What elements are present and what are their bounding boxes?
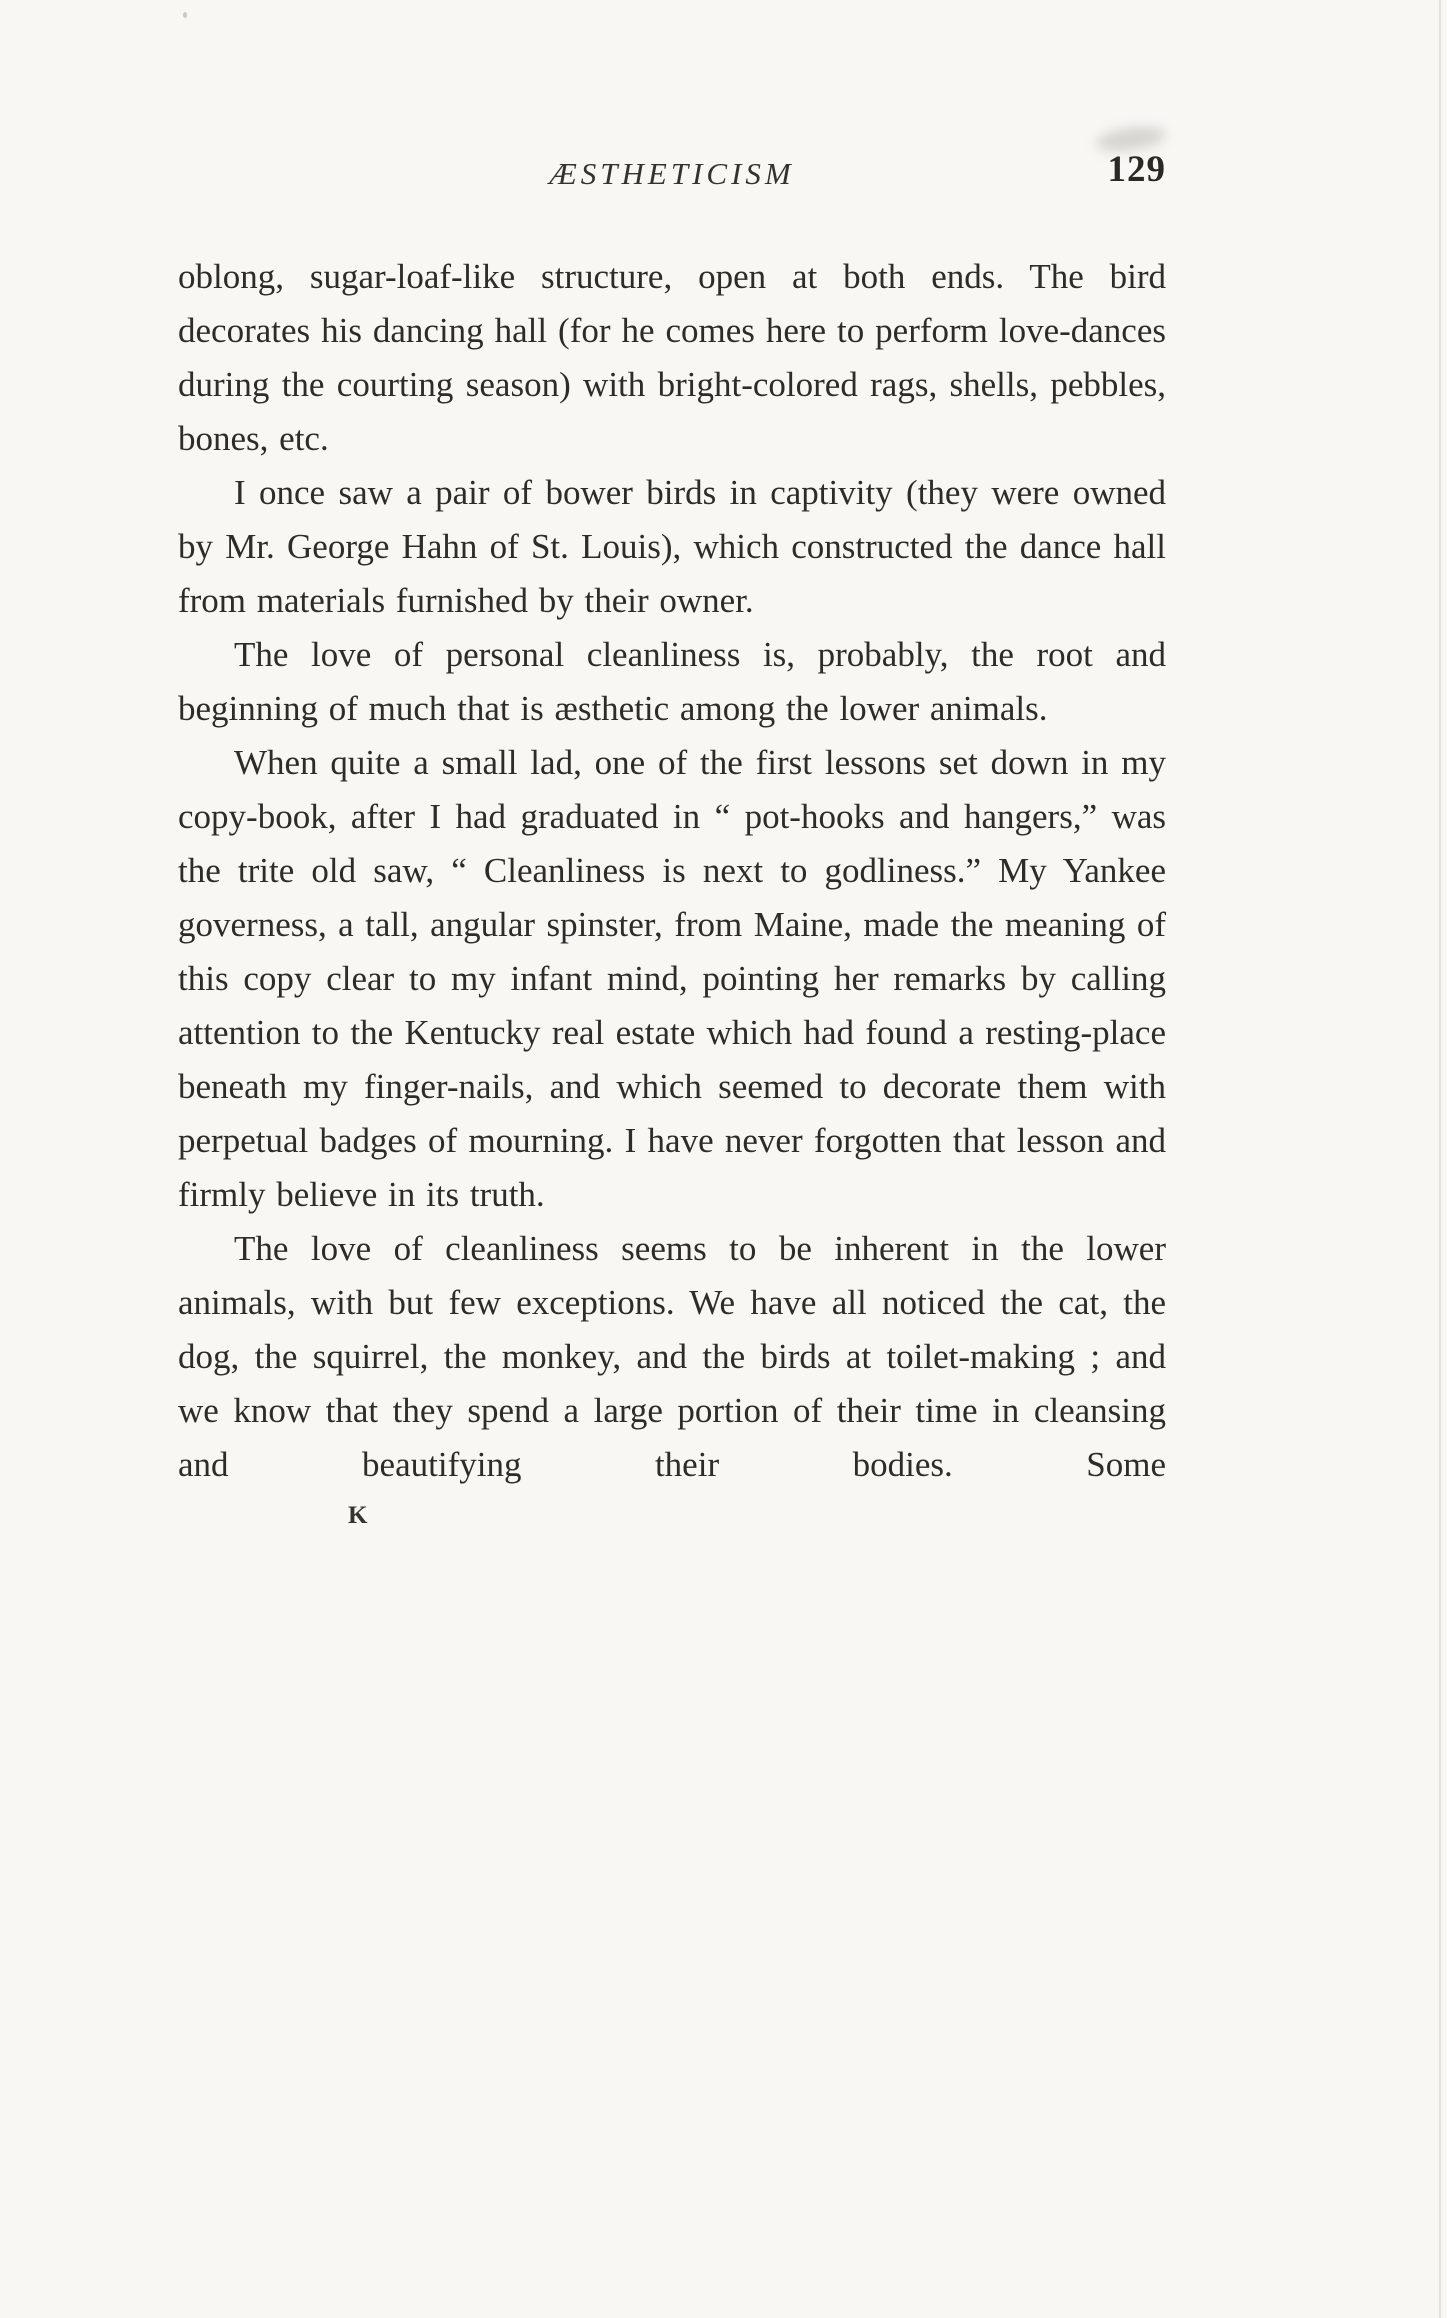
paragraph: I once saw a pair of bower birds in captivity (they were owned by Mr. George Hahn of St. Louis), which constructed the dance hall from materials furnished by their owner. xyxy=(178,473,1166,620)
page-number: 129 xyxy=(1107,149,1166,190)
paragraph: oblong, sugar-loaf-like structure, open at both ends. The bird decorates his dancing hall (for he comes here to perform love-dances during the courting season) with bright-colored rags, shells, pebbles, bones, etc. xyxy=(178,257,1166,458)
paragraph: The love of cleanliness seems to be inherent in the lower animals, with but few exceptions. We have all noticed the cat, the dog, the squirrel, the monkey, and the birds at toilet-making ; and we know that they spend a large portion of their time in cleansing and beautifying their bodies. Some xyxy=(178,1229,1166,1484)
scan-edge-artifact xyxy=(1439,0,1441,2318)
body-text xyxy=(178,250,1166,1492)
text-block xyxy=(178,146,1166,1530)
scan-speck-artifact xyxy=(183,12,187,18)
page-header-title: ÆSTHETICISM xyxy=(549,156,795,191)
paragraph: The love of personal cleanliness is, probably, the root and beginning of much that is æsthetic among the lower animals. xyxy=(178,635,1166,728)
paragraph: When quite a small lad, one of the first lessons set down in my copy-book, after I had graduated in “ pot-hooks and hangers,” was the trite old saw, “ Cleanliness is next to godliness.” My Yankee governess, a tall, angular spinster, from Maine, made the meaning of this copy clear to my infant mind, pointing her remarks by calling attention to the Kentucky real estate which had found a resting-place beneath my finger-nails, and which seemed to decorate them with perpetual badges of mourning. I have never forgotten that lesson and firmly believe in its truth. xyxy=(178,743,1166,1214)
signature-mark: K xyxy=(348,1502,369,1529)
running-head xyxy=(178,146,1166,208)
